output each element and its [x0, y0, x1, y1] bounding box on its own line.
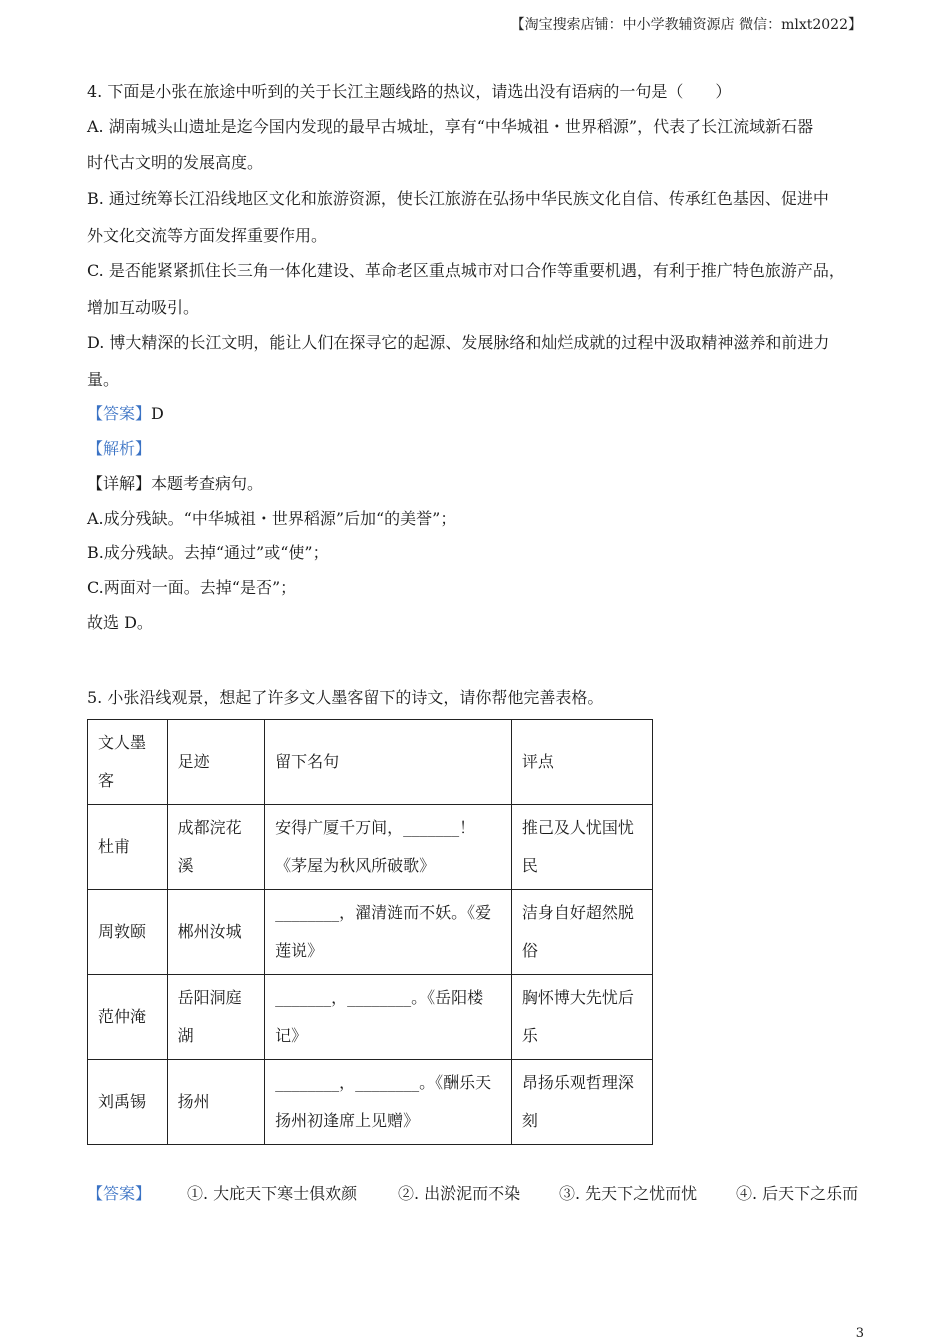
table-cell: _______，________。《岳阳楼记》: [265, 975, 512, 1060]
table-header-cell: 足迹: [167, 720, 264, 805]
q5-answer-2: ②. 出淤泥而不染: [398, 1184, 521, 1203]
table-header-cell: 留下名句: [265, 720, 512, 805]
q4-option-b: B. 通过统筹长江沿线地区文化和旅游资源，使长江旅游在弘扬中华民族文化自信、传承红色基因、促进中: [87, 189, 829, 208]
table-header-cell: 文人墨客: [88, 720, 168, 805]
table-cell: 推己及人忧国忧民: [511, 805, 652, 890]
table-cell: 安得广厦千万间，_______！《茅屋为秋风所破歌》: [265, 805, 512, 890]
answer-value: D: [151, 404, 164, 423]
page-header: 【淘宝搜索店铺：中小学教辅资源店 微信：mlxt2022】: [510, 17, 862, 33]
table-cell: ________，濯清涟而不妖。《爱莲说》: [265, 890, 512, 975]
table-header-cell: 评点: [511, 720, 652, 805]
table-cell: 洁身自好超然脱俗: [511, 890, 652, 975]
q5-answer-4: ④. 后天下之乐而: [736, 1184, 859, 1203]
table-cell: 杜甫: [88, 805, 168, 890]
q4-option-c-cont: 增加互动吸引。: [87, 298, 200, 317]
table-cell: 昂扬乐观哲理深刻: [511, 1060, 652, 1145]
table-cell: 胸怀博大先忧后乐: [511, 975, 652, 1060]
q4-detail-intro: 【详解】本题考查病句。: [87, 474, 264, 493]
q5-stem: 5. 小张沿线观景，想起了许多文人墨客留下的诗文，请你帮他完善表格。: [87, 688, 604, 707]
q4-conclusion: 故选 D。: [87, 613, 153, 632]
q4-detail-c: C.两面对一面。去掉“是否”；: [87, 578, 297, 597]
table-cell: 周敦颐: [88, 890, 168, 975]
q5-answer-label: 【答案】: [87, 1184, 152, 1203]
poets-table: [87, 719, 653, 1145]
q4-option-d: D. 博大精深的长江文明，能让人们在探寻它的起源、发展脉络和灿烂成就的过程中汲取精神滋养和前进力: [87, 333, 830, 352]
table-row: [88, 805, 653, 890]
table-cell: 范仲淹: [88, 975, 168, 1060]
table-cell: 岳阳洞庭湖: [167, 975, 264, 1060]
q4-option-b-cont: 外文化交流等方面发挥重要作用。: [87, 226, 328, 245]
q5-answer-1: ①. 大庇天下寒士俱欢颜: [187, 1184, 358, 1203]
table-cell: ________，________。《酬乐天扬州初逢席上见赠》: [265, 1060, 512, 1145]
q4-detail-a: A.成分残缺。“中华城祖・世界稻源”后加“的美誉”；: [87, 509, 457, 528]
q4-option-c: C. 是否能紧紧抓住长三角一体化建设、革命老区重点城市对口合作等重要机遇，有利于推广特色旅游产品，: [87, 261, 845, 280]
table-header-row: [88, 720, 653, 805]
table-cell: 成都浣花溪: [167, 805, 264, 890]
q4-stem: 4. 下面是小张在旅途中听到的关于长江主题线路的热议，请选出没有语病的一句是（ ）: [87, 82, 732, 101]
q4-option-a-cont: 时代古文明的发展高度。: [87, 153, 264, 172]
table-cell: 刘禹锡: [88, 1060, 168, 1145]
table-row: [88, 890, 653, 975]
q4-option-d-cont: 量。: [87, 370, 120, 389]
q4-option-a: A. 湖南城头山遗址是迄今国内发现的最早古城址，享有“中华城祖・世界稻源”，代表了长江流域新石器: [87, 117, 814, 136]
answer-label: 【答案】: [87, 404, 152, 423]
q4-analysis-label: 【解析】: [87, 439, 152, 458]
q4-answer: [87, 404, 164, 424]
table-cell: 郴州汝城: [167, 890, 264, 975]
q5-answer-3: ③. 先天下之忧而忧: [559, 1184, 698, 1203]
page-number: 3: [855, 1326, 864, 1341]
table-row: [88, 1060, 653, 1145]
q4-detail-b: B.成分残缺。去掉“通过”或“使”；: [87, 543, 329, 562]
table-row: [88, 975, 653, 1060]
table-cell: 扬州: [167, 1060, 264, 1145]
